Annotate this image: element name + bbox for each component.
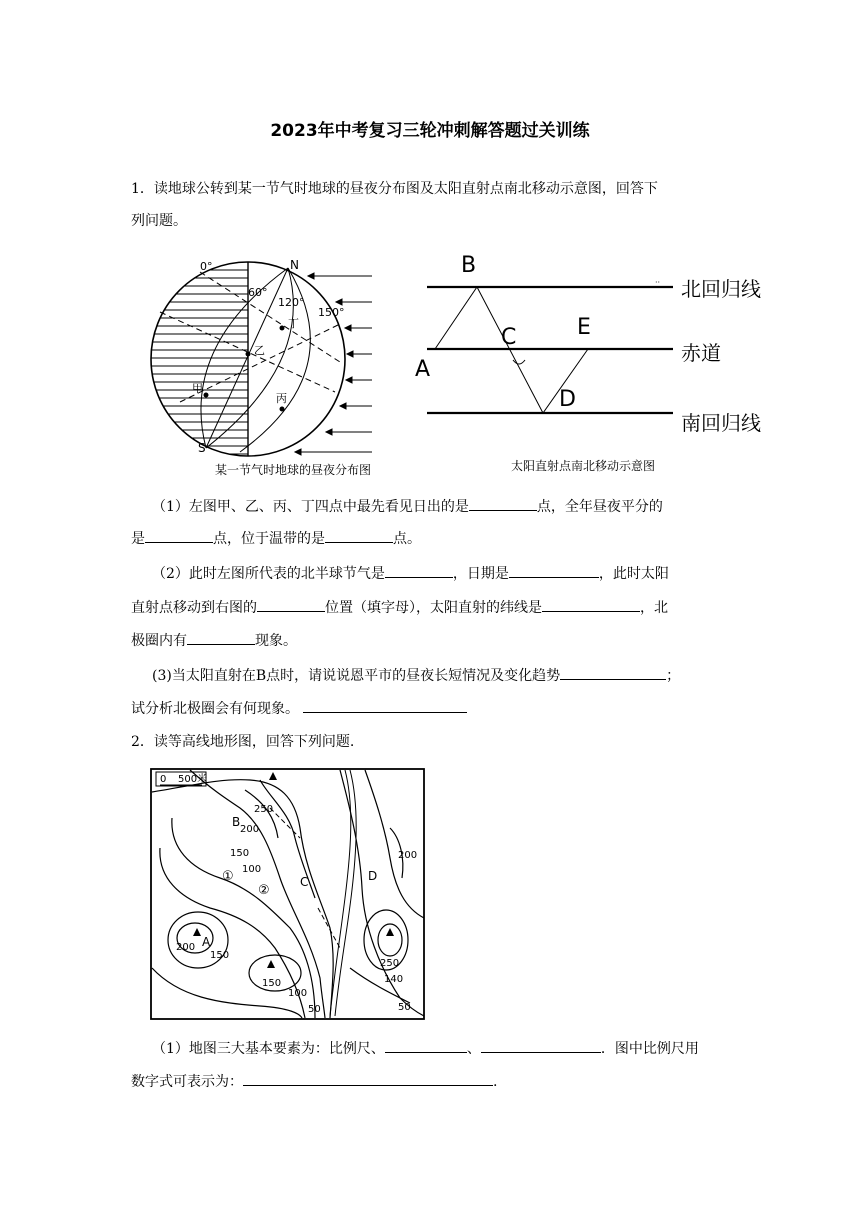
q1-sub2-line1: （2）此时左图所代表的北半球节气是 ，日期是 ，此时太阳 bbox=[152, 562, 669, 585]
answer-blank[interactable] bbox=[542, 596, 640, 612]
answer-blank[interactable] bbox=[325, 527, 393, 543]
map-elev: 150 bbox=[262, 978, 282, 989]
answer-blank[interactable] bbox=[509, 562, 599, 578]
point-A-label: A bbox=[415, 357, 431, 382]
map-elev: 200 bbox=[398, 850, 418, 861]
q1-sub3-line1: (3)当太阳直射在B点时，请说说恩平市的昼夜长短情况及变化趋势 ； bbox=[152, 664, 680, 687]
south-pole-label: S bbox=[198, 441, 206, 455]
map-elev: 250 bbox=[254, 804, 274, 815]
answer-blank[interactable] bbox=[243, 1070, 493, 1086]
point-bing-label: 丙 bbox=[276, 392, 287, 405]
map-elev: 50 bbox=[308, 1004, 321, 1015]
answer-blank[interactable] bbox=[560, 664, 666, 680]
deg60-label: 60° bbox=[248, 286, 268, 299]
point-jia-label: 甲 bbox=[192, 382, 203, 395]
point-C-label: C bbox=[501, 325, 517, 350]
map-elev: 250 bbox=[380, 958, 400, 969]
map-label-D: D bbox=[368, 869, 378, 883]
scale-500: 500米 bbox=[178, 774, 208, 785]
answer-blank[interactable] bbox=[481, 1037, 601, 1053]
figure-sun-direct-point bbox=[405, 248, 790, 480]
map-label-C: C bbox=[300, 875, 309, 889]
map-elev: 50 bbox=[398, 1002, 411, 1013]
deg150-label: 150° bbox=[318, 306, 345, 319]
figure-globe-day-night bbox=[140, 252, 380, 482]
point-B-label: B bbox=[461, 253, 477, 278]
map-elev: 150 bbox=[210, 950, 230, 961]
q1-sub1-line2: 是 点，位于温带的是 点。 bbox=[131, 527, 421, 550]
map-elev: 150 bbox=[230, 848, 250, 859]
point-D-label: D bbox=[559, 387, 576, 412]
q1-stem-line1: 1．读地球公转到某一节气时地球的昼夜分布图及太阳直射点南北移动示意图，回答下 bbox=[131, 181, 658, 197]
map-elev: 200 bbox=[176, 942, 196, 953]
answer-blank[interactable] bbox=[385, 1037, 467, 1053]
map-label-B: B bbox=[232, 815, 241, 829]
map-label-1: ① bbox=[222, 869, 234, 884]
figure-contour-map bbox=[150, 768, 426, 1022]
q1-sub2-line3: 极圈内有 现象。 bbox=[131, 629, 297, 652]
answer-blank[interactable] bbox=[257, 596, 325, 612]
point-ding-label: 丁 bbox=[288, 317, 299, 330]
q1-sub2-line2: 直射点移动到右图的 位置（填字母），太阳直射的纬线是 ，北 bbox=[131, 596, 668, 619]
tropic-capricorn-label: 南回归线 bbox=[681, 411, 761, 435]
scale-zero: 0 bbox=[160, 774, 167, 785]
map-elev: 200 bbox=[240, 824, 260, 835]
q2-stem: 2．读等高线地形图，回答下列问题. bbox=[131, 734, 355, 750]
north-pole-label: N bbox=[290, 258, 299, 272]
fig-right-caption: 太阳直射点南北移动示意图 bbox=[511, 459, 656, 473]
answer-blank[interactable] bbox=[145, 527, 213, 543]
q2-sub1-line2: 数字式可表示为： . bbox=[131, 1070, 497, 1093]
map-elev: 140 bbox=[384, 974, 404, 985]
equator-label: 赤道 bbox=[681, 341, 721, 365]
map-label-A: A bbox=[202, 935, 211, 949]
answer-blank[interactable] bbox=[303, 697, 467, 713]
q1-sub1-line1: （1）左图甲、乙、丙、丁四点中最先看见日出的是 点，全年昼夜平分的 bbox=[152, 495, 663, 518]
answer-blank[interactable] bbox=[469, 495, 537, 511]
map-label-2: ② bbox=[258, 883, 270, 898]
sun-rays bbox=[295, 273, 372, 455]
q1-stem-line2: 列问题。 bbox=[131, 213, 187, 229]
point-E-label: E bbox=[577, 315, 591, 340]
answer-blank[interactable] bbox=[385, 562, 453, 578]
map-elev: 100 bbox=[242, 864, 262, 875]
fig-left-caption: 某一节气时地球的昼夜分布图 bbox=[215, 463, 372, 477]
q2-sub1-line1: （1）地图三大基本要素为：比例尺、 、 ．图中比例尺用 bbox=[152, 1037, 699, 1060]
answer-blank[interactable] bbox=[187, 629, 255, 645]
deg120-label: 120° bbox=[278, 296, 305, 309]
point-yi-label: 乙 bbox=[254, 344, 265, 357]
svg-text:··: ·· bbox=[655, 278, 661, 287]
tropic-cancer-label: 北回归线 bbox=[681, 277, 761, 301]
page-title: 2023年中考复习三轮冲刺解答题过关训练 bbox=[270, 121, 590, 141]
map-elev: 100 bbox=[288, 988, 308, 999]
q1-sub3-line2: 试分析北极圈会有何现象。 bbox=[131, 697, 467, 720]
deg0-label: 0° bbox=[200, 260, 213, 273]
night-hatching bbox=[140, 270, 250, 454]
